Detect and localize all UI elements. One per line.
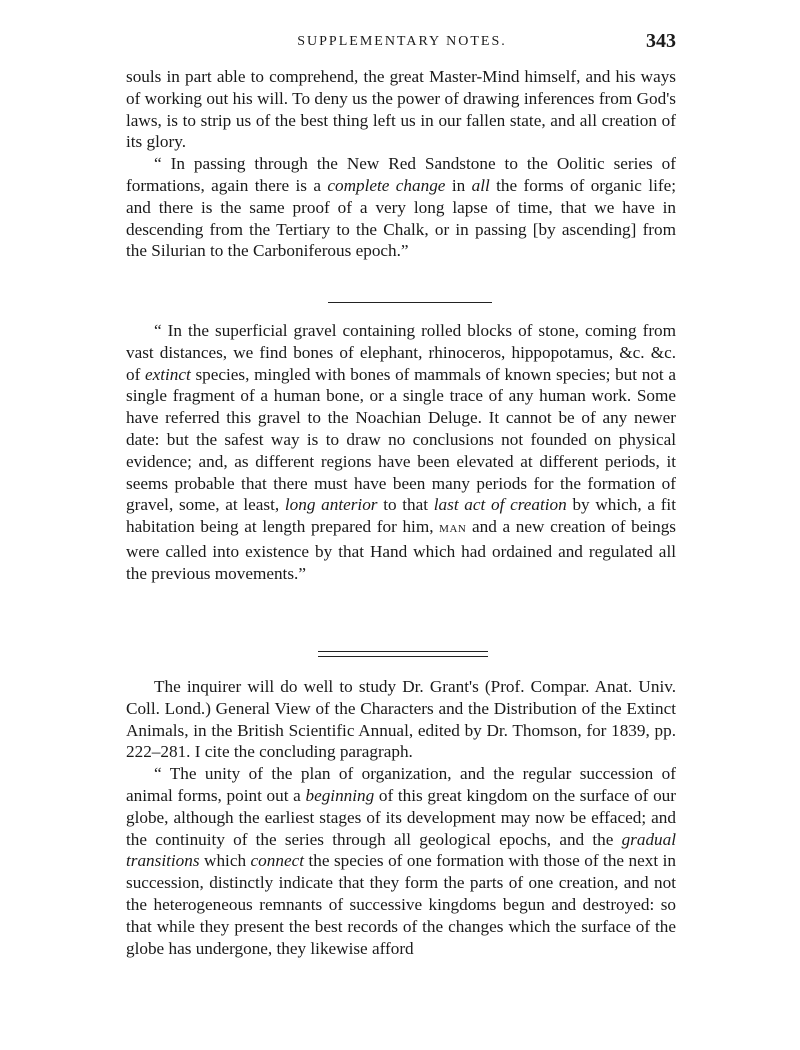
paragraph-gravel-quote: “ In the superficial gravel containing rolled blocks of stone, coming from vast distances, we find bones of elephant, rhinoceros, hippopotamus, &c. &c. of extinct species, mingled with bones of mammals of known species; but not a single fragment of a human bone, or a single trace of any human work. Some have referred this gravel to the Noachian Deluge. It cannot be of any newer date: but the safest way is to draw no conclusions not founded on physical evidence; and, as different regions have been elevated at different periods, it seems probable that there must have been many periods for the formation of gravel, some, at least, long anterior to that last act of creation by which, a fit habitation being at length prepared for him, MAN and a new creation of beings were called into existence by that Hand which had ordained and regulated all the previous movements.” [126,321,676,583]
emphasis-complete-change: complete change [327,175,446,195]
emphasis-connect: connect [250,851,304,871]
emphasis-all: all [471,175,490,195]
section-upper [126,66,676,262]
paragraph-sandstone-quote: “ In passing through the New Red Sandstone to the Oolitic series of formations, again there is a complete change in all the forms of organic life; and there is the same proof of a very long lapse of time, that we have in descending from the Tertiary to the Chalk, or in passing [by ascending] from the Silurian to the Carboniferous epoch.” [126,154,677,261]
paragraph-unity-quote: “ The unity of the plan of organization, and the regular succession of animal forms, point out a beginning of this great kingdom on the surface of our globe, although the earliest stages of its development may now be effaced; and the continuity of the series through all geological epochs, and the gradual transitions which connect the species of one formation with those of the next in succession, distinctly indicate that they form the parts of one creation, and not the heterogeneous remnants of successive kingdoms begun and destroyed: so that while they present the best records of the changes which the surface of the globe has undergone, they likewise afford [126,764,676,958]
small-caps-man: MAN [439,523,467,536]
page-number: 343 [646,30,676,52]
emphasis-gradual-transitions: gradual transitions [126,829,676,871]
running-title: SUPPLEMENTARY NOTES. [297,34,507,49]
emphasis-last-act-of-creation: last act of creation [433,495,567,515]
double-rule-divider [318,651,488,657]
paragraph-souls: souls in part able to comprehend, the great Master-Mind himself, and his ways of working out his will. To deny us the power of drawing inferences from God's laws, is to strip us of the best thing left us in our fallen state, and all creation of its glory. [126,67,676,152]
section-middle [126,320,676,585]
emphasis-long-anterior: long anterior [284,495,378,515]
section-lower [126,676,676,959]
emphasis-extinct: extinct [145,364,191,384]
paragraph-inquirer: The inquirer will do well to study Dr. Grant's (Prof. Compar. Anat. Univ. Coll. Lond.) General View of the Characters and the Distribution of the Extinct Animals, in the British Scientific Annual, edited by Dr. Thomson, for 1839, pp. 222–281. I cite the concluding paragraph. [126,677,676,762]
emphasis-beginning: beginning [305,785,375,805]
section-divider [328,302,492,303]
running-head [128,30,676,54]
